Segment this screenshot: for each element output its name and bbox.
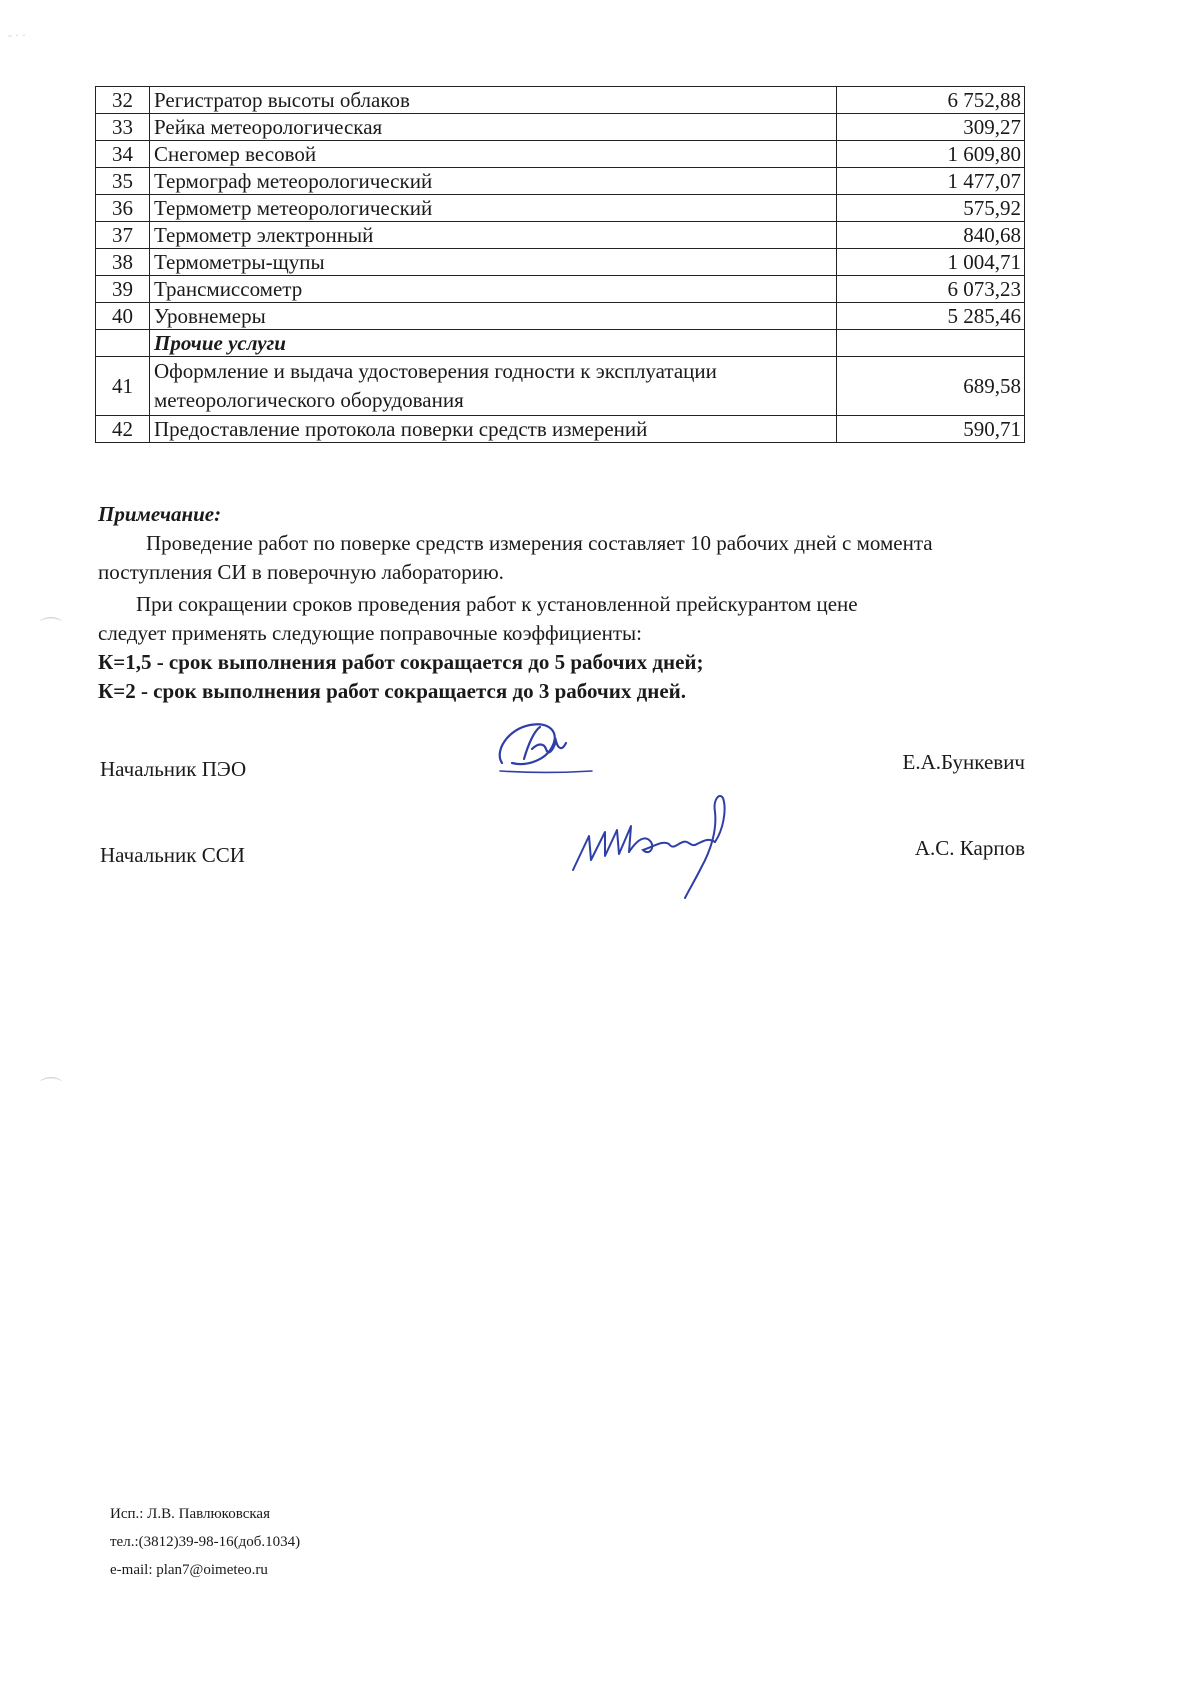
table-row [96,357,1025,416]
service-price: 575,92 [837,195,1025,222]
table-row [96,168,1025,195]
section-row [96,330,1025,357]
row-number: 40 [96,303,150,330]
row-number: 34 [96,141,150,168]
service-name: Уровнемеры [150,303,837,330]
service-name: Термометр электронный [150,222,837,249]
service-price: 309,27 [837,114,1025,141]
service-price: 1 477,07 [837,168,1025,195]
footer-email: e-mail: plan7@oimeteo.ru [110,1562,268,1578]
row-number: 41 [96,357,150,416]
table-row [96,303,1025,330]
row-number: 37 [96,222,150,249]
service-name: Предоставление протокола поверки средств измерений [150,416,837,443]
row-number: 36 [96,195,150,222]
note-title: Примечание: [98,502,222,526]
service-name: Термометр метеорологический [150,195,837,222]
service-name: Трансмиссометр [150,276,837,303]
service-name: Термометры-щупы [150,249,837,276]
table-row [96,222,1025,249]
service-price: 6 752,88 [837,87,1025,114]
service-price: 1 004,71 [837,249,1025,276]
service-price: 6 073,23 [837,276,1025,303]
table-row [96,249,1025,276]
note-block [98,500,1028,706]
table-row [96,114,1025,141]
service-name: Снегомер весовой [150,141,837,168]
service-price: 590,71 [837,416,1025,443]
peo-title: Начальник ПЭО [100,757,247,781]
service-price: 1 609,80 [837,141,1025,168]
service-price: 840,68 [837,222,1025,249]
scan-artifact: ⌒ [40,616,63,641]
price-table-body [96,87,1025,443]
coefficient-k2: К=2 - срок выполнения работ сокращается до 3 рабочих дней. [98,679,687,703]
service-name-line1: Оформление и выдача удостоверения годности к эксплуатации [154,359,717,383]
row-number: 39 [96,276,150,303]
note-para2-line1: При сокращении сроков проведения работ к установленной прейскурантом цене [136,592,858,616]
footer-phone: тел.:(3812)39-98-16(доб.1034) [110,1534,301,1550]
signature-peo [490,715,600,785]
row-number: 33 [96,114,150,141]
row-number: 38 [96,249,150,276]
scan-artifact: - · · [8,28,26,42]
signature-ssi [565,790,755,900]
table-row [96,87,1025,114]
row-number-empty [96,330,150,357]
service-price-empty [837,330,1025,357]
footer-executor: Исп.: Л.В. Павлюковская [110,1506,270,1522]
ssi-name: А.С. Карпов [914,836,1025,860]
row-number: 35 [96,168,150,195]
ssi-title: Начальник ССИ [100,843,245,867]
footer-contacts [110,1500,300,1584]
service-price: 5 285,46 [837,303,1025,330]
table-row [96,195,1025,222]
coefficient-k1: К=1,5 - срок выполнения работ сокращается до 5 рабочих дней; [98,650,704,674]
scan-artifact: ⌒ [40,1076,63,1101]
table-row [96,416,1025,443]
service-price: 689,58 [837,357,1025,416]
price-table [95,86,1025,443]
table-row [96,276,1025,303]
note-para1-line2: поступления СИ в поверочную лабораторию. [98,560,504,584]
service-name-line2: метеорологического оборудования [154,388,464,412]
note-para2-line2: следует применять следующие поправочные коэффициенты: [98,621,642,645]
note-para1-line1: Проведение работ по поверке средств измерения составляет 10 рабочих дней с момента [146,531,933,555]
table-row [96,141,1025,168]
row-number: 32 [96,87,150,114]
peo-name: Е.А.Бункевич [902,750,1025,774]
service-name: Термограф метеорологический [150,168,837,195]
service-name [150,357,837,416]
service-name: Регистратор высоты облаков [150,87,837,114]
row-number: 42 [96,416,150,443]
service-name: Рейка метеорологическая [150,114,837,141]
section-title: Прочие услуги [150,330,837,357]
